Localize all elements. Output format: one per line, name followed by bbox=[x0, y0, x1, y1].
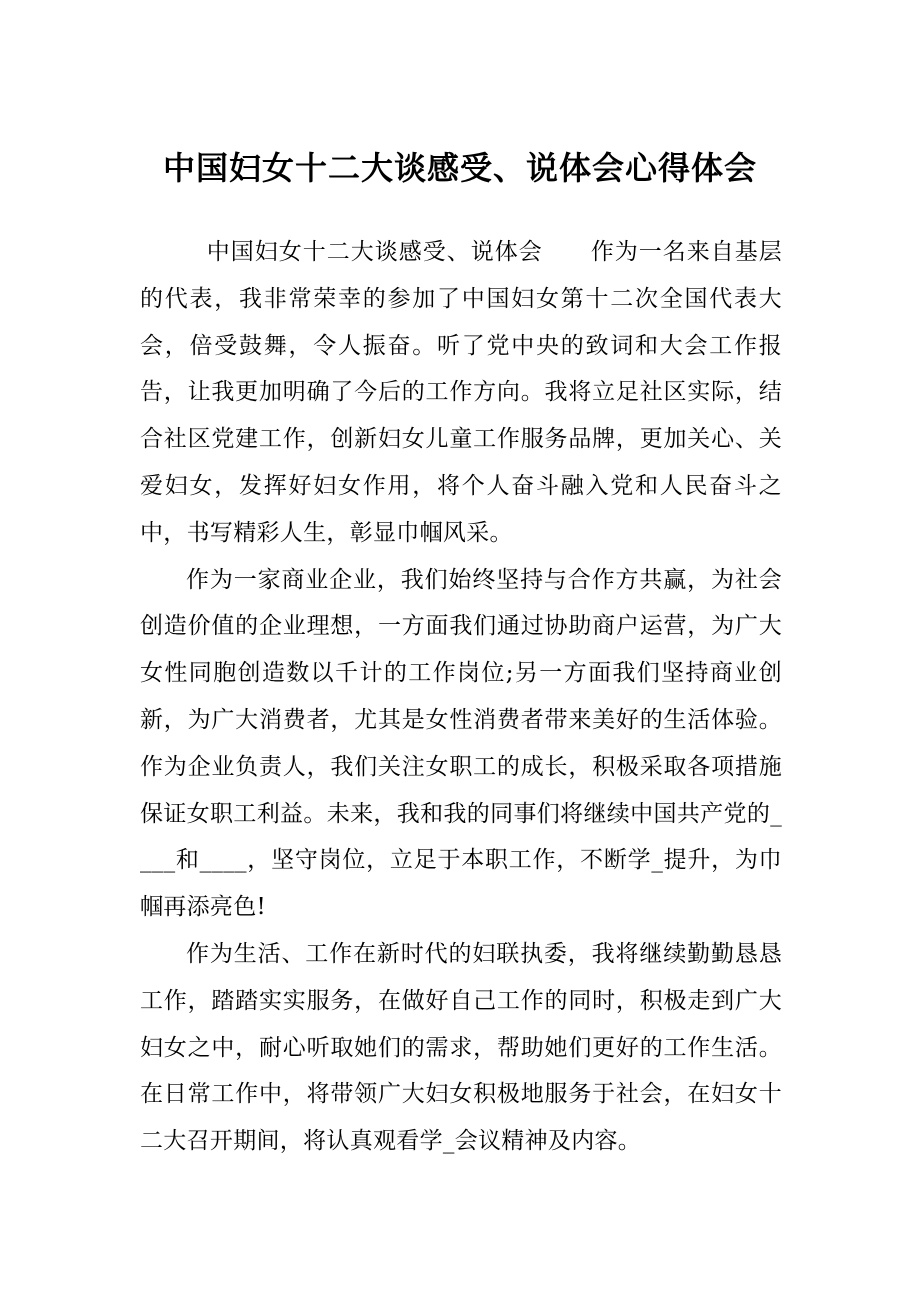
paragraph-2: 作为一家商业企业，我们始终坚持与合作方共赢，为社会创造价值的企业理想，一方面我们通过协助商户运营，为广大女性同胞创造数以千计的工作岗位;另一方面我们坚持商业创新，为广大消费者，尤其是女性消费者带来美好的生活体验。作为企业负责人，我们关注女职工的成长，积极采取各项措施保证女职工利益。未来，我和我的同事们将继续中国共产党的____和____，坚守岗位，立足于本职工作，不断学_提升，为巾帼再添亮色! bbox=[140, 566, 782, 921]
paragraph-1: 中国妇女十二大谈感受、说体会 作为一名来自基层的代表，我非常荣幸的参加了中国妇女第十二次全国代表大会，倍受鼓舞，令人振奋。听了党中央的致词和大会工作报告，让我更加明确了今后的工作方向。我将立足社区实际，结合社区党建工作，创新妇女儿童工作服务品牌，更加关心、关爱妇女，发挥好妇女作用，将个人奋斗融入党和人民奋斗之中，书写精彩人生，彰显巾帼风采。 bbox=[140, 239, 782, 546]
document-body bbox=[140, 229, 782, 1165]
paragraph-3: 作为生活、工作在新时代的妇联执委，我将继续勤勤恳恳工作，踏踏实实服务，在做好自己工作的同时，积极走到广大妇女之中，耐心听取她们的需求，帮助她们更好的工作生活。在日常工作中，将带领广大妇女积极地服务于社会，在妇女十二大召开期间，将认真观看学_会议精神及内容。 bbox=[140, 940, 782, 1155]
document-title: 中国妇女十二大谈感受、说体会心得体会 bbox=[162, 149, 757, 187]
